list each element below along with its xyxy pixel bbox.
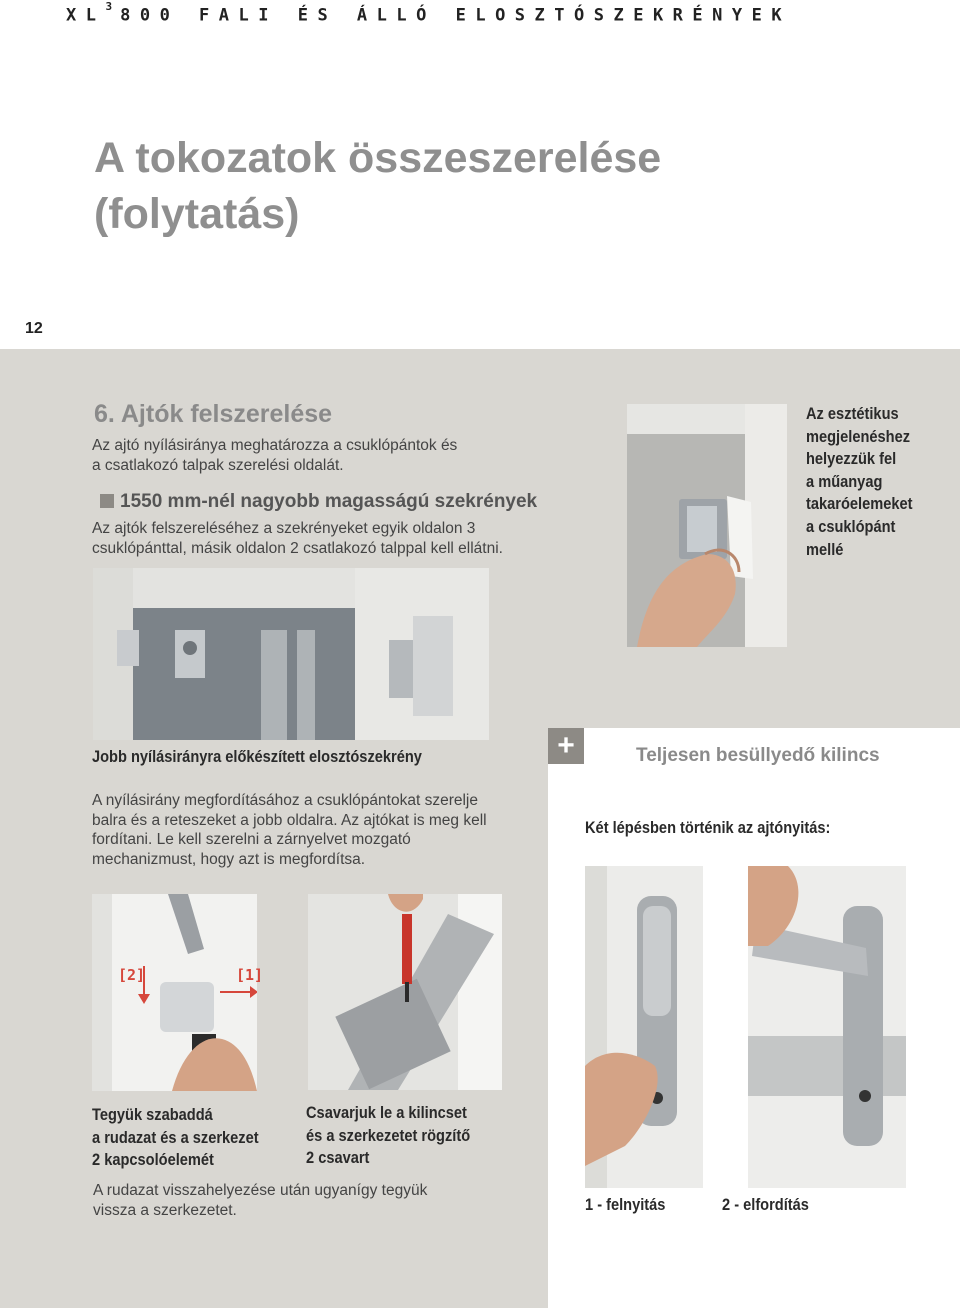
- step1-photo: [92, 894, 257, 1091]
- aesthetic-caption-line: a csuklópánt: [806, 516, 896, 536]
- cover-photo: [627, 404, 787, 647]
- plus-icon: +: [548, 728, 584, 764]
- step1-caption-line: a rudazat és a szerkezet: [92, 1127, 259, 1147]
- section-intro: [92, 436, 457, 475]
- steps-footer: [93, 1181, 427, 1220]
- steps-footer-line2: vissza a szerkezetet.: [93, 1201, 237, 1219]
- page-number: 12: [25, 320, 43, 337]
- page-title-line1: A tokozatok összeszerelése: [94, 134, 662, 182]
- section-intro-line1: Az ajtó nyílásiránya meghatározza a csuklópántok és: [92, 437, 458, 454]
- sub-text: [92, 519, 503, 558]
- aesthetic-caption-line: megjelenéshez: [806, 426, 911, 446]
- step2-caption-line: 2 csavart: [306, 1148, 370, 1168]
- series-prefix: XL: [66, 5, 106, 26]
- aesthetic-caption: [806, 403, 912, 561]
- step2-photo: [308, 894, 502, 1090]
- cabinet-photo: [93, 568, 489, 740]
- page-title-line2: (folytatás): [94, 190, 300, 238]
- aesthetic-caption-line: a műanyag: [806, 471, 883, 491]
- sub-text-line1: Az ajtók felszereléséhez a szekrényeket egyik oldalon 3: [92, 520, 476, 537]
- annotation-1: [1]: [236, 966, 264, 984]
- handle-photo-2: [748, 866, 906, 1188]
- sub-heading: 1550 mm-nél nagyobb magasságú szekrények: [120, 491, 538, 512]
- aesthetic-caption-line: Az esztétikus: [806, 404, 899, 423]
- annotation-2: [2]: [118, 966, 146, 984]
- handle-caption-2: 2 - elfordítás: [722, 1195, 809, 1214]
- section-heading: 6. Ajtók felszerelése: [94, 400, 333, 428]
- page-title: [94, 130, 854, 242]
- handle-subtitle: Két lépésben történik az ajtónyitás:: [585, 818, 831, 837]
- right-cabinet-text: [92, 791, 487, 869]
- aesthetic-caption-line: mellé: [806, 539, 844, 559]
- aesthetic-caption-line: helyezzük fel: [806, 449, 897, 469]
- right-cabinet-text-line: fordítani. Le kell szerelni a zárnyelvet mozgató: [92, 831, 411, 848]
- section-intro-line2: a csatlakozó talpak szerelési oldalát.: [92, 456, 344, 474]
- step1-caption: [92, 1104, 259, 1172]
- step1-caption-line: Tegyük szabaddá: [92, 1105, 213, 1124]
- bullet-square-icon: [100, 494, 114, 508]
- right-cabinet-text-line: mechanizmust, hogy azt is megfordítsa.: [92, 850, 366, 868]
- right-cabinet-text-line: A nyílásirány megfordításához a csuklópántokat szerelje: [92, 792, 478, 809]
- series-header: [66, 0, 792, 26]
- aesthetic-caption-line: takaróelemeket: [806, 494, 913, 514]
- handle-title: Teljesen besüllyedő kilincs: [636, 745, 880, 766]
- handle-photo-1: [585, 866, 703, 1188]
- step2-caption-line: Csavarjuk le a kilincset: [306, 1103, 467, 1122]
- steps-footer-line1: A rudazat visszahelyezése után ugyanígy tegyük: [93, 1182, 428, 1199]
- step1-caption-line: 2 kapcsolóelemét: [92, 1150, 214, 1170]
- sub-text-line2: csuklópánttal, másik oldalon 2 csatlakozó talppal kell ellátni.: [92, 539, 503, 557]
- right-cabinet-text-line: balra és a reteszeket a jobb oldalra. Az ajtókat is meg kell: [92, 811, 487, 829]
- series-rest: 800 FALI ÉS ÁLLÓ ELOSZTÓSZEKRÉNYEK: [120, 5, 792, 26]
- handle-caption-1: 1 - felnyitás: [585, 1195, 666, 1214]
- right-cabinet-caption: Jobb nyílásirányra előkészített elosztószekrény: [92, 747, 422, 766]
- step2-caption-line: és a szerkezetet rögzítő: [306, 1125, 471, 1145]
- step2-caption: [306, 1102, 470, 1170]
- series-superscript: 3: [105, 0, 113, 13]
